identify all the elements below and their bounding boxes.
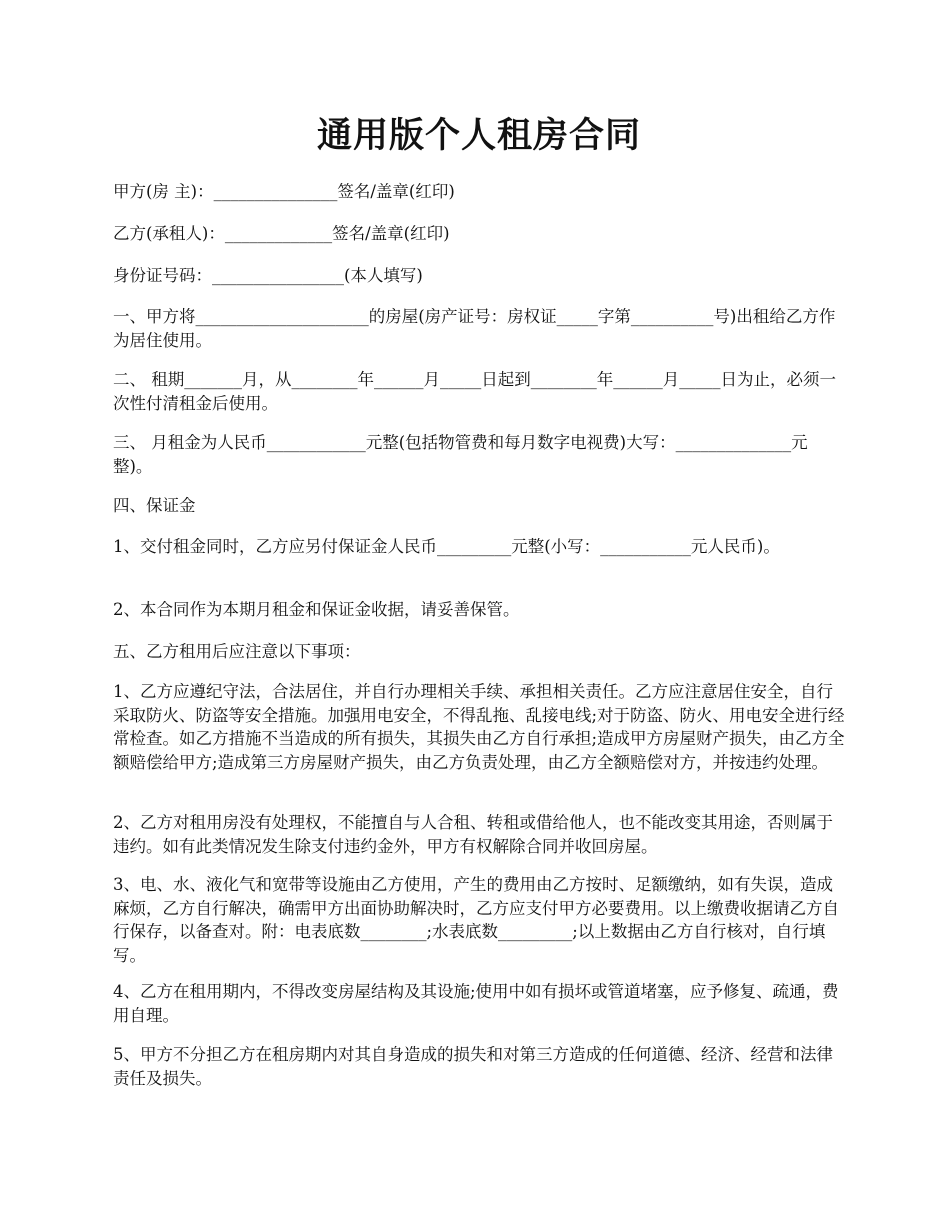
- clause-1-property: 一、甲方将_____________________的房屋(房产证号：房权证_____字第__________号)出租给乙方作为居住使用。: [113, 307, 836, 350]
- notice-item-1: 1、乙方应遵纪守法，合法居住，并自行办理相关手续、承担相关责任。乙方应注意居住安全，自行采取防火、防盗等安全措施。加强用电安全，不得乱拖、乱接电线;对于防盗、防火、用电安全进行经常检查。如乙方措施不当造成的所有损失，其损失由乙方自行承担;造成甲方房屋财产损失，由乙方全额赔偿给甲方;造成第三方房屋财产损失，由乙方负责处理，由乙方全额赔偿对方，并按违约处理。: [113, 682, 845, 772]
- party-b-line: 乙方(承租人)：_____________签名/盖章(红印): [113, 224, 450, 243]
- clause-2-term: 二、 租期_______月，从________年______月_____日起到________年______月_____日为止，必须一次性付清租金后使用。: [113, 370, 836, 413]
- deposit-item-1: 1、交付租金同时，乙方应另付保证金人民币_________元整(小写：___________元人民币)。: [113, 537, 780, 556]
- notice-item-5: 5、甲方不分担乙方在租房期内对其自身造成的损失和对第三方造成的任何道德、经济、经营和法律责任及损失。: [113, 1045, 833, 1088]
- id-number-line: 身份证号码：________________(本人填写): [113, 266, 423, 285]
- notice-item-2: 2、乙方对租用房没有处理权，不能擅自与人合租、转租或借给他人，也不能改变其用途，否则属于违约。如有此类情况发生除支付违约金外，甲方有权解除合同并收回房屋。: [113, 813, 833, 856]
- notice-item-3: 3、电、水、液化气和宽带等设施由乙方使用，产生的费用由乙方按时、足额缴纳，如有失误，造成麻烦，乙方自行解决，确需甲方出面协助解决时，乙方应支付甲方必要费用。以上缴费收据请乙方自行保存，以备查对。附：电表底数________;水表底数_________;以上数据由乙方自行核对，自行填写。: [113, 875, 839, 965]
- document-title: 通用版个人租房合同: [316, 115, 641, 156]
- deposit-item-2: 2、本合同作为本期月租金和保证金收据，请妥善保管。: [113, 600, 520, 619]
- clause-5-heading: 五、乙方租用后应注意以下事项：: [113, 642, 361, 661]
- notice-item-4: 4、乙方在租用期内，不得改变房屋结构及其设施;使用中如有损坏或管道堵塞，应予修复、疏通，费用自理。: [113, 982, 839, 1025]
- clause-4-deposit-heading: 四、保证金: [113, 496, 196, 515]
- clause-3-rent: 三、 月租金为人民币____________元整(包括物管费和每月数字电视费)大写：______________元整)。: [113, 433, 808, 476]
- party-a-line: 甲方(房 主)：_______________签名/盖章(红印): [113, 182, 455, 201]
